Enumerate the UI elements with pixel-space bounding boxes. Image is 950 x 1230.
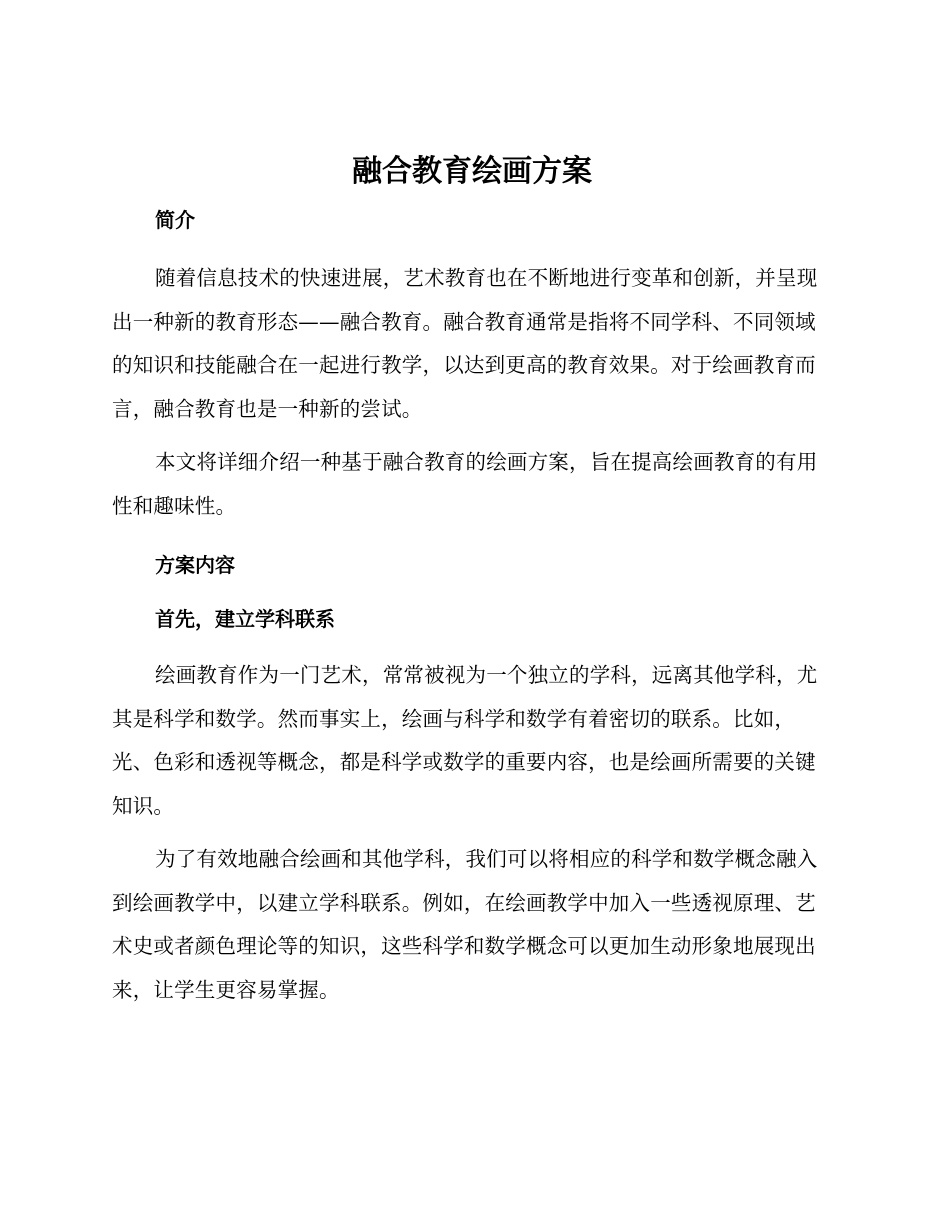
intro-paragraph-2: 本文将详细介绍一种基于融合教育的绘画方案，旨在提高绘画教育的有用性和趣味性。 (112, 450, 818, 518)
section-heading-intro: 简介 (155, 208, 195, 232)
intro-paragraph-1: 随着信息技术的快速进展，艺术教育也在不断地进行变革和创新，并呈现出一种新的教育形态——融合教育。融合教育通常是指将不同学科、不同领域的知识和技能融合在一起进行教学，以达到更高的教育效果。对于绘画教育而言，融合教育也是一种新的尝试。 (112, 266, 818, 421)
document-title: 融合教育绘画方案 (352, 154, 592, 189)
step1-paragraph-1: 绘画教育作为一门艺术，常常被视为一个独立的学科，远离其他学科，尤其是科学和数学。然而事实上，绘画与科学和数学有着密切的联系。比如，光、色彩和透视等概念，都是科学或数学的重要内容，也是绘画所需要的关键知识。 (112, 663, 818, 818)
step1-paragraph-2: 为了有效地融合绘画和其他学科，我们可以将相应的科学和数学概念融入到绘画教学中，以建立学科联系。例如，在绘画教学中加入一些透视原理、艺术史或者颜色理论等的知识，这些科学和数学概念可以更加生动形象地展现出来，让学生更容易掌握。 (112, 847, 818, 1002)
document-body (112, 150, 832, 1012)
section-heading-plan: 方案内容 (155, 553, 235, 577)
section-heading-step1: 首先，建立学科联系 (155, 607, 335, 631)
